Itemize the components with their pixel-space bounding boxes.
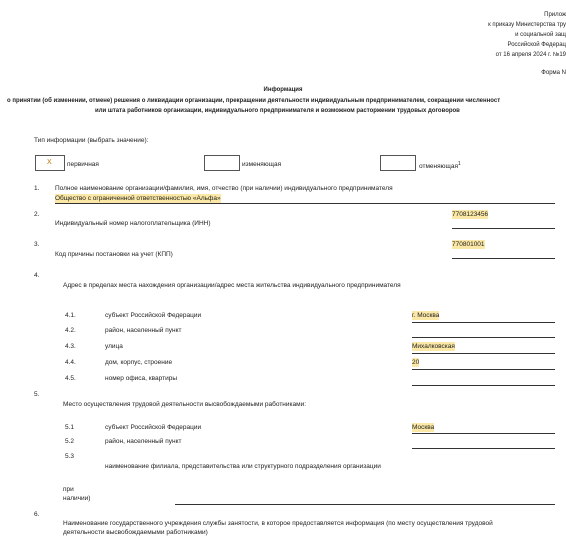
item-5-number: 5.: [34, 391, 40, 398]
item-4-label: Адрес в пределах места нахождения организации/адрес места жительства индивидуального предпринимателя: [63, 282, 401, 289]
primary-checkbox[interactable]: [35, 155, 65, 171]
order-label: к приказу Министерства тру: [488, 22, 566, 28]
item-5-2-label: район, населенный пункт: [105, 438, 182, 445]
item-2-number: 2.: [34, 211, 40, 218]
organization-name-line: [55, 203, 555, 204]
changing-label: изменяющая: [242, 161, 282, 168]
item-4-4-label: дом, корпус, строение: [105, 359, 173, 366]
cancelling-label: отменяющая$^1$: [419, 161, 461, 171]
item-5-3-label: наименование филиала, представительства или структурного подразделения организации: [105, 463, 381, 470]
country-label: Российской Федерац: [507, 42, 566, 48]
work-locality-line[interactable]: [412, 448, 555, 449]
info-type-label: Тип информации (выбрать значение):: [34, 137, 149, 144]
item-4-5-number: 4.5.: [65, 375, 76, 382]
kpp-line: [452, 258, 555, 259]
primary-label: первичная: [67, 161, 99, 168]
ministry-label: и социальной защ: [515, 32, 566, 38]
item-4-2-number: 4.2.: [65, 327, 76, 334]
item-5-1-number: 5.1: [65, 424, 75, 431]
cancelling-checkbox[interactable]: [380, 155, 416, 171]
street-line: [412, 353, 555, 354]
item-5-2-number: 5.2: [65, 438, 75, 445]
item-2-label: Индивидуальный номер налогоплательщика (ИНН): [55, 220, 211, 227]
branch-name-line[interactable]: [175, 504, 555, 505]
presence-note-1: при: [63, 486, 74, 493]
region-line: [412, 322, 555, 323]
item-3-number: 3.: [34, 241, 40, 248]
item-5-label: Место осуществления трудовой деятельности высвобождаемыми работниками:: [63, 401, 307, 408]
item-4-1-label: субъект Российской Федерации: [105, 312, 202, 319]
item-5-3-number: 5.3: [65, 453, 75, 460]
changing-checkbox[interactable]: [204, 155, 240, 171]
region-value[interactable]: г. Москва: [412, 312, 440, 319]
inn-value[interactable]: 7708123456: [452, 211, 489, 218]
item-4-5-label: номер офиса, квартиры: [105, 375, 177, 382]
item-6-label-line1: Наименование государственного учреждения службы занятости, в которое предоставляется информация (по месту осуществления трудовой: [63, 520, 493, 527]
item-4-3-label: улица: [105, 343, 123, 350]
item-4-number: 4.: [34, 272, 40, 279]
locality-line[interactable]: [412, 337, 555, 338]
appendix-label: Прилож: [544, 12, 566, 18]
house-value[interactable]: 20: [412, 359, 420, 366]
work-region-line: [412, 433, 555, 434]
inn-line: [452, 228, 555, 229]
item-4-4-number: 4.4.: [65, 359, 76, 366]
primary-check-mark: X: [47, 159, 52, 166]
order-date-label: от 16 апреля 2024 г. №19: [495, 52, 566, 58]
item-5-1-label: субъект Российской Федерации: [105, 424, 202, 431]
kpp-value[interactable]: 770801001: [452, 241, 485, 248]
house-line: [412, 369, 555, 370]
item-6-label-line2: деятельности высвобождаемыми работниками): [63, 529, 208, 536]
item-4-1-number: 4.1.: [65, 312, 76, 319]
doc-heading: Информация: [263, 87, 303, 93]
doc-title-line1: о принятии (об изменении, отмене) решения о ликвидации организации, прекращении деятельности индивидуальным предпринимателем, сокращении численност: [7, 98, 501, 104]
doc-title-line2: или штата работников организации, индивидуального предпринимателя и возможном расторжении трудовых договоров: [95, 108, 460, 114]
item-6-number: 6.: [34, 511, 40, 518]
organization-name-value[interactable]: Общество с ограниченной ответственностью «Альфа»: [55, 195, 221, 202]
item-4-2-label: район, населенный пункт: [105, 327, 182, 334]
item-4-3-number: 4.3.: [65, 343, 76, 350]
street-value[interactable]: Михалковская: [412, 343, 455, 350]
work-region-value[interactable]: Москва: [412, 424, 435, 431]
item-1-number: 1.: [34, 185, 40, 192]
item-1-label: Полное наименование организации/фамилия, имя, отчество (при наличии) индивидуального предпринимателя: [55, 185, 393, 192]
office-line[interactable]: [412, 385, 555, 386]
item-3-label: Код причины постановки на учет (КПП): [55, 251, 173, 258]
presence-note-2: наличии): [63, 495, 91, 502]
form-label: Форма N: [541, 70, 566, 76]
